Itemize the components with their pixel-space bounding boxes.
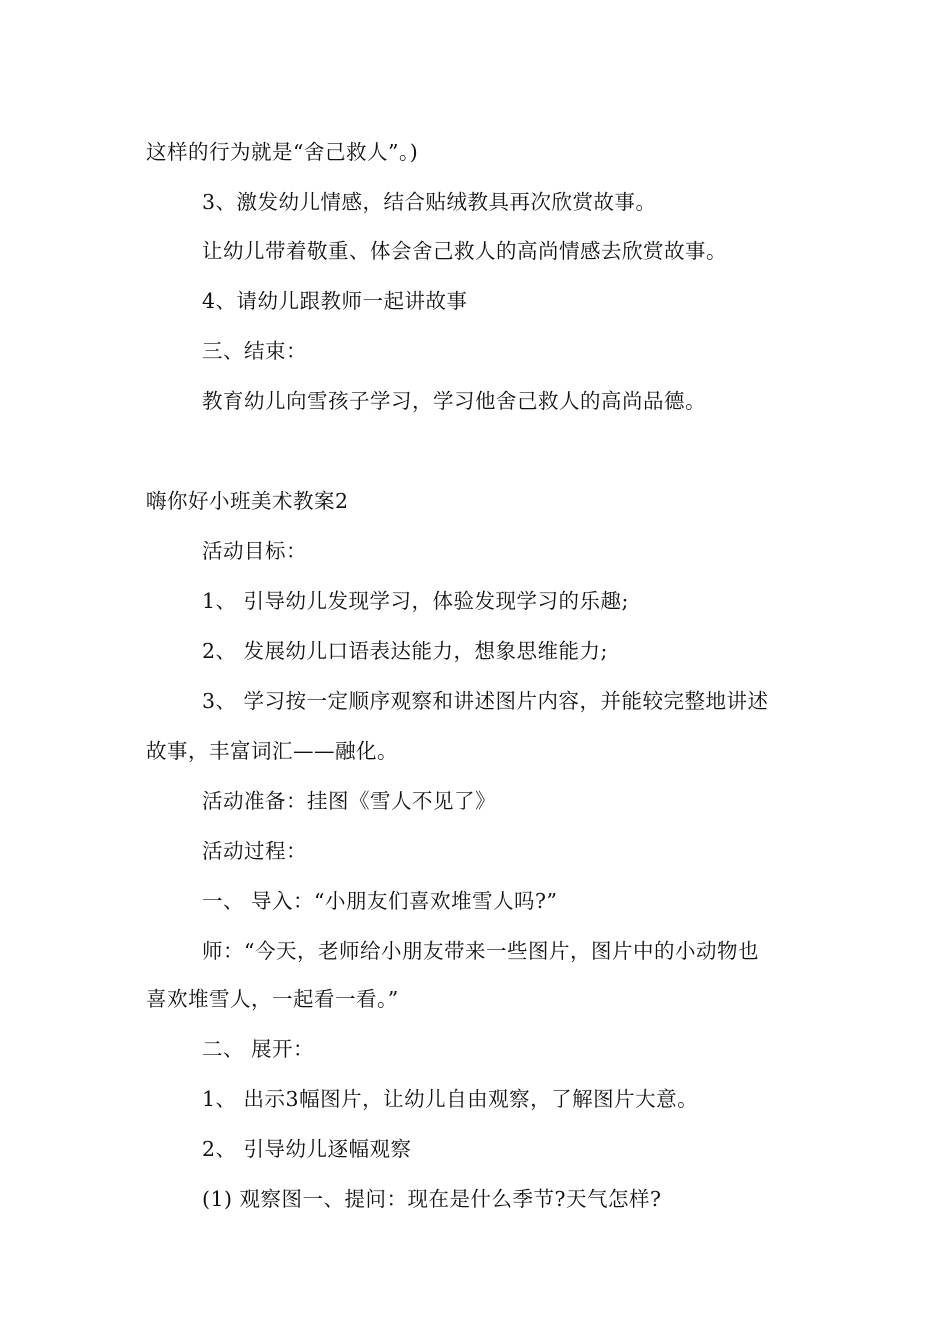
list-item: 二、 展开：: [202, 1037, 315, 1061]
section-heading: 活动过程：: [202, 839, 307, 863]
paragraph-line: 4、请幼儿跟教师一起讲故事: [202, 289, 468, 313]
list-item: 2、 发展幼儿口语表达能力，想象思维能力;: [202, 639, 608, 663]
paragraph-line: 3、激发幼儿情感，结合贴绒教具再次欣赏故事。: [202, 190, 657, 214]
paragraph-line: 这样的行为就是“舍己救人”。): [146, 140, 419, 164]
section-heading: 活动目标：: [202, 539, 307, 563]
section-heading: 三、结束：: [202, 339, 307, 363]
paragraph-line: 活动准备：挂图《雪人不见了》: [202, 789, 496, 813]
list-item: 2、 引导幼儿逐幅观察: [202, 1137, 412, 1161]
list-item: 一、 导入：“小朋友们喜欢堆雪人吗?”: [202, 889, 558, 913]
list-item: (1) 观察图一、提问：现在是什么季节?天气怎样?: [202, 1187, 662, 1211]
paragraph-line: 喜欢堆雪人，一起看一看。”: [146, 987, 399, 1011]
paragraph-line: 让幼儿带着敬重、体会舍己救人的高尚情感去欣赏故事。: [202, 239, 727, 263]
list-item: 3、 学习按一定顺序观察和讲述图片内容，并能较完整地讲述: [202, 689, 769, 713]
list-item: 1、 引导幼儿发现学习，体验发现学习的乐趣;: [202, 589, 629, 613]
paragraph-line: 师：“今天，老师给小朋友带来一些图片，图片中的小动物也: [202, 939, 759, 963]
document-title: 嗨你好小班美术教案2: [146, 489, 349, 513]
paragraph-line: 教育幼儿向雪孩子学习，学习他舍己救人的高尚品德。: [202, 389, 706, 413]
list-item: 1、 出示3幅图片，让幼儿自由观察，了解图片大意。: [202, 1087, 699, 1111]
paragraph-line: 故事，丰富词汇——融化。: [146, 739, 398, 763]
